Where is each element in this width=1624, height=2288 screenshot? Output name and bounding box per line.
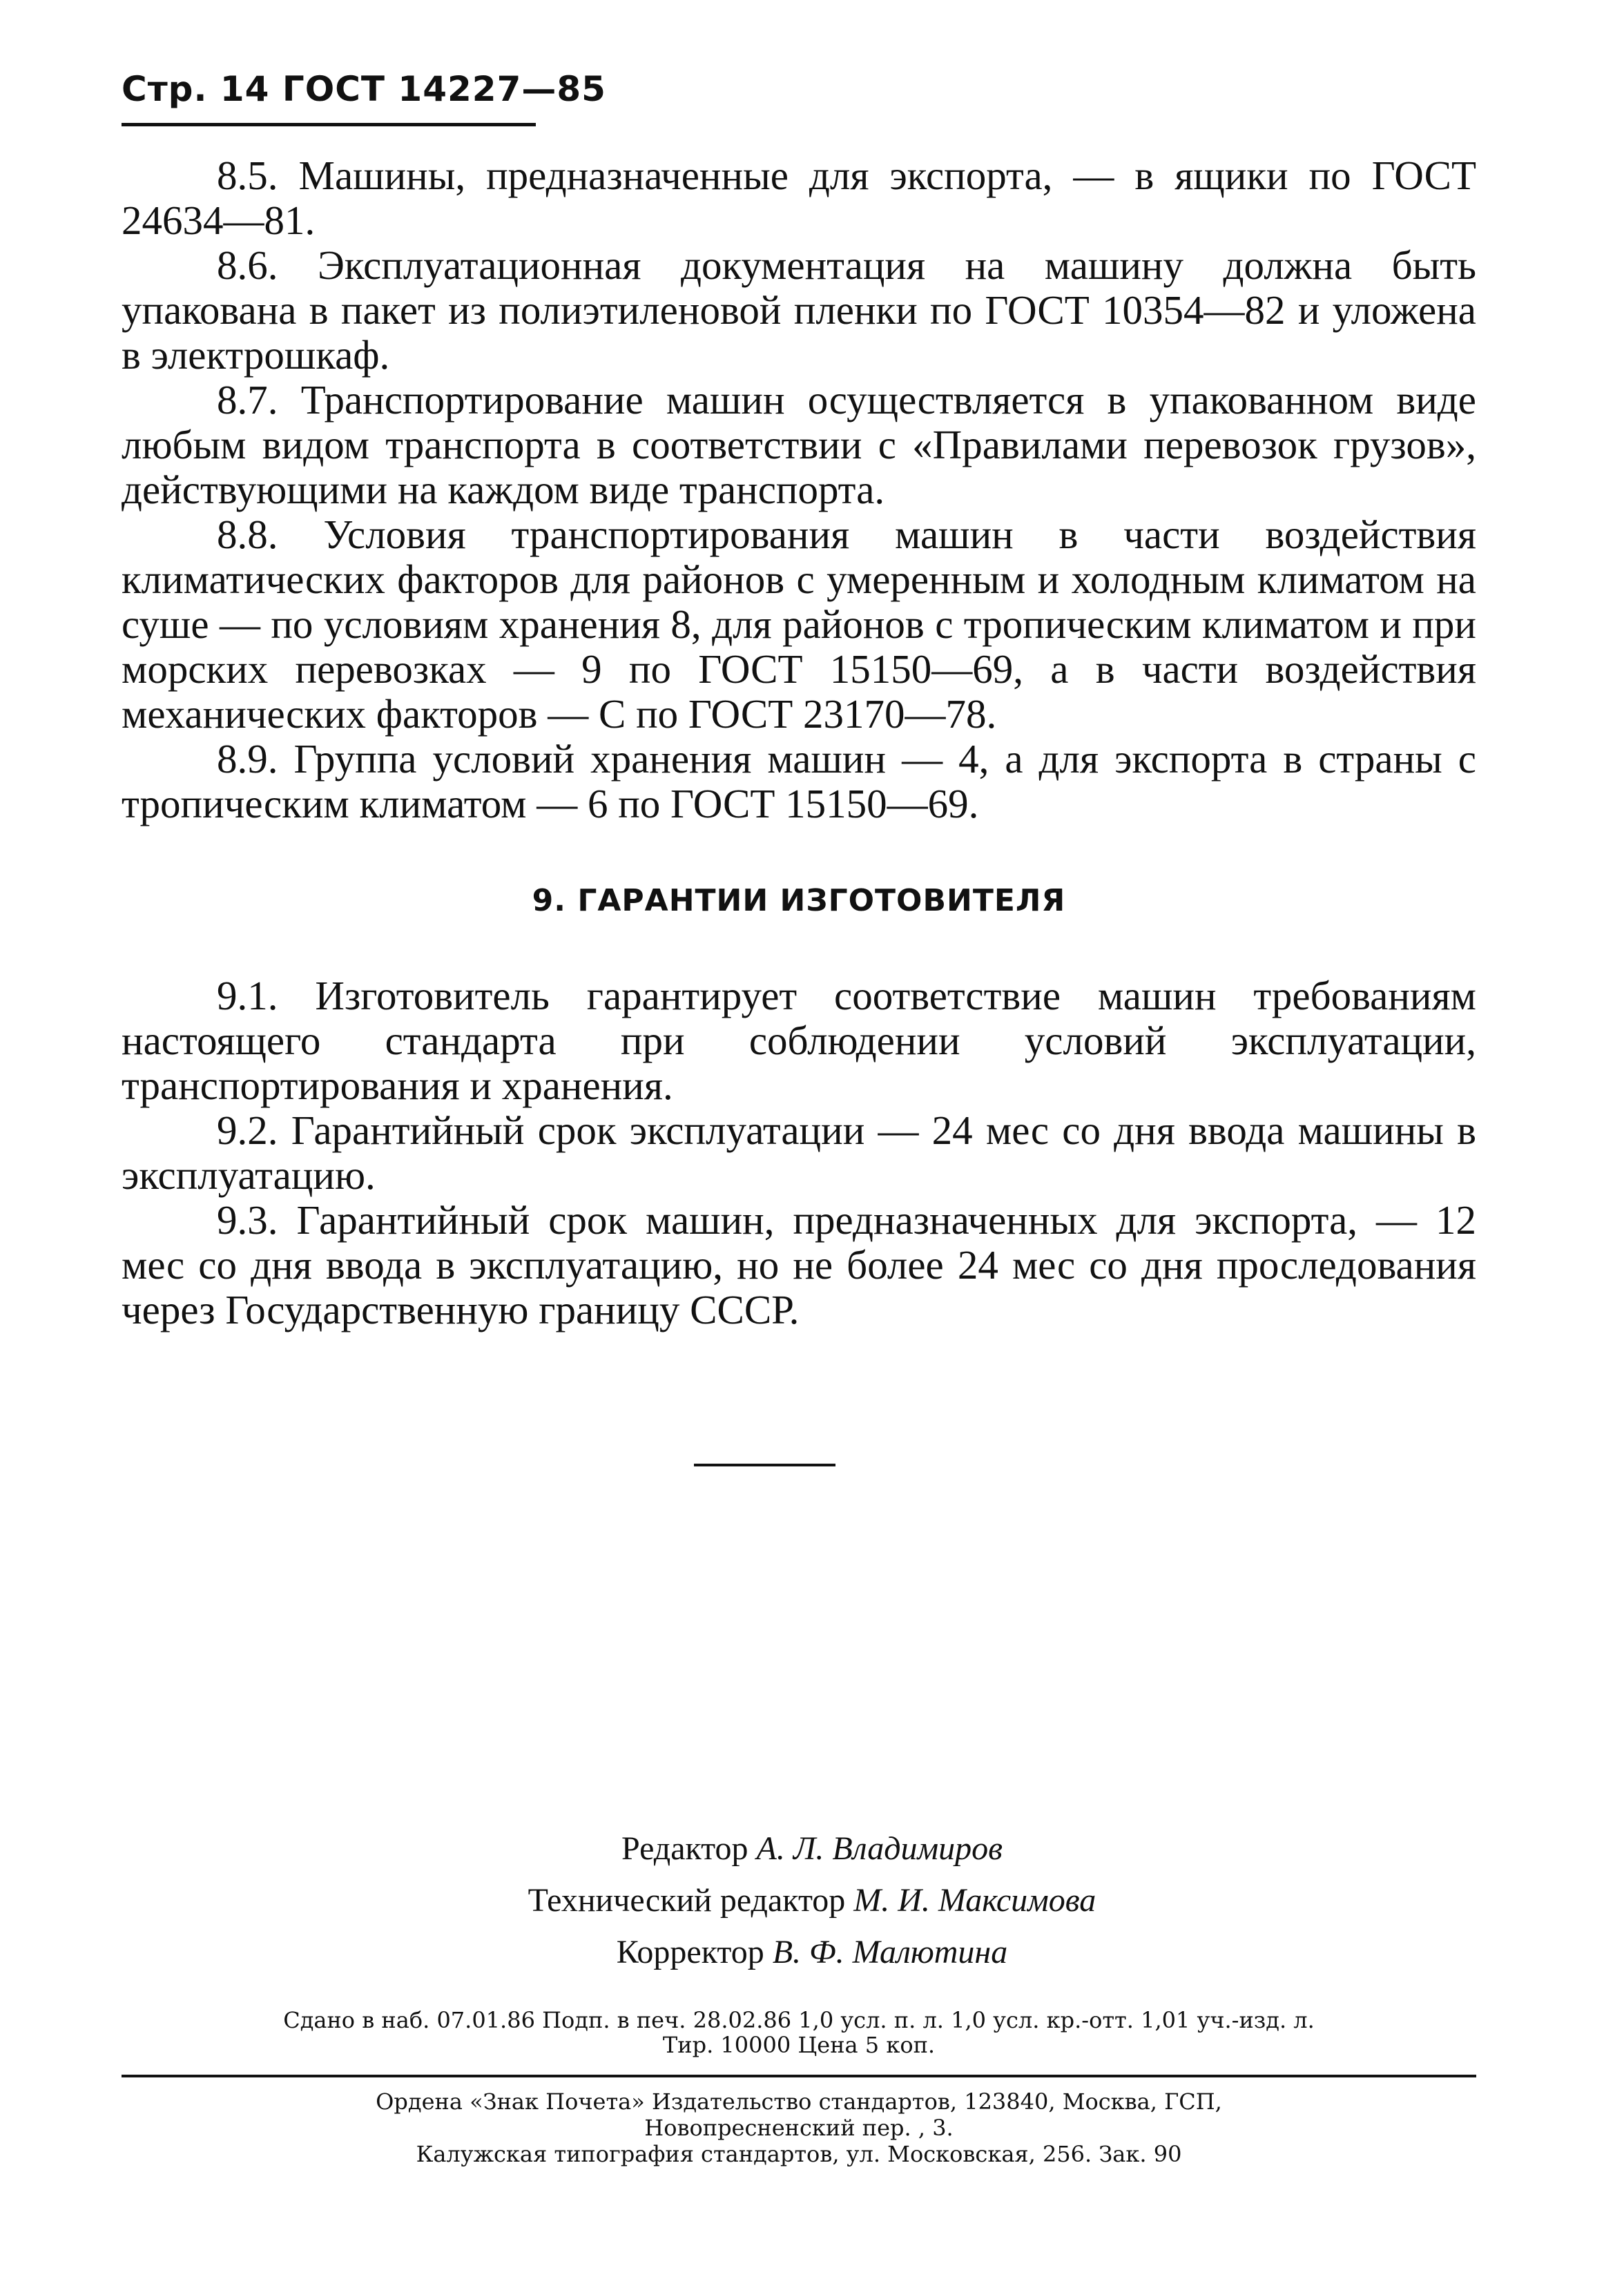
publisher-line-2: Новопресненский пер. , 3. (644, 2115, 954, 2141)
body-text (122, 153, 1476, 1332)
editor-role: Редактор (621, 1830, 748, 1867)
proofreader-role: Корректор (616, 1934, 764, 1970)
editor-name: А. Л. Владимиров (756, 1830, 1003, 1867)
tech-editor-role: Технический редактор (528, 1882, 846, 1919)
credit-editor (0, 1823, 1624, 1874)
paragraph-8-5: 8.5. Машины, предназначенные для экспорта, — в ящики по ГОСТ 24634—81. (122, 153, 1476, 243)
credit-proofreader (0, 1926, 1624, 1978)
publisher-block (122, 2088, 1476, 2167)
tech-editor-name: М. И. Максимова (853, 1882, 1096, 1919)
publisher-line-3: Калужская типография стандартов, ул. Московская, 256. Зак. 90 (416, 2141, 1182, 2167)
paragraph-8-9: 8.9. Группа условий хранения машин — 4, а для экспорта в страны с тропическим климатом — 6 по ГОСТ 15150—69. (122, 736, 1476, 826)
imprint-rule (122, 2075, 1476, 2077)
paragraph-9-3: 9.3. Гарантийный срок машин, предназначенных для экспорта, — 12 мес со дня ввода в эксплуатацию, но не более 24 мес со дня проследования через Государственную границу СССР. (122, 1197, 1476, 1332)
section-9-title: 9. ГАРАНТИИ ИЗГОТОВИТЕЛЯ (532, 883, 1066, 918)
publisher-line-1: Ордена «Знак Почета» Издательство стандартов, 123840, Москва, ГСП, (376, 2088, 1222, 2115)
header-rule (122, 123, 536, 126)
imprint-block (122, 2008, 1476, 2057)
page-header: Стр. 14 ГОСТ 14227—85 (122, 69, 606, 109)
imprint-line-1: Сдано в наб. 07.01.86 Подп. в печ. 28.02.86 1,0 усл. п. л. 1,0 усл. кр.-отт. 1,01 уч.-изд. л. (283, 2007, 1315, 2033)
credit-tech-editor (0, 1874, 1624, 1926)
end-of-text-rule (694, 1464, 835, 1466)
paragraph-8-8: 8.8. Условия транспортирования машин в части воздействия климатических факторов для районов с умеренным и холодным климатом на суше — по условиям хранения 8, для районов с тропическим климатом и при морских перевозках — 9 по ГОСТ 15150—69, а в части воздействия механических факторов — С по ГОСТ 23170—78. (122, 512, 1476, 737)
credits-block (0, 1823, 1624, 1978)
paragraph-9-2: 9.2. Гарантийный срок эксплуатации — 24 мес со дня ввода машины в эксплуатацию. (122, 1107, 1476, 1198)
paragraph-9-1: 9.1. Изготовитель гарантирует соответствие машин требованиям настоящего стандарта при соблюдении условий эксплуатации, транспортирования и хранения. (122, 973, 1476, 1108)
paragraph-8-7: 8.7. Транспортирование машин осуществляется в упакованном виде любым видом транспорта в соответствии с «Правилами перевозок грузов», действующими на каждом виде транспорта. (122, 377, 1476, 512)
paragraph-8-6: 8.6. Эксплуатационная документация на машину должна быть упакована в пакет из полиэтиленовой пленки по ГОСТ 10354—82 и уложена в электрошкаф. (122, 242, 1476, 378)
imprint-line-2: Тир. 10000 Цена 5 коп. (662, 2032, 936, 2058)
proofreader-name: В. Ф. Малютина (772, 1934, 1008, 1970)
